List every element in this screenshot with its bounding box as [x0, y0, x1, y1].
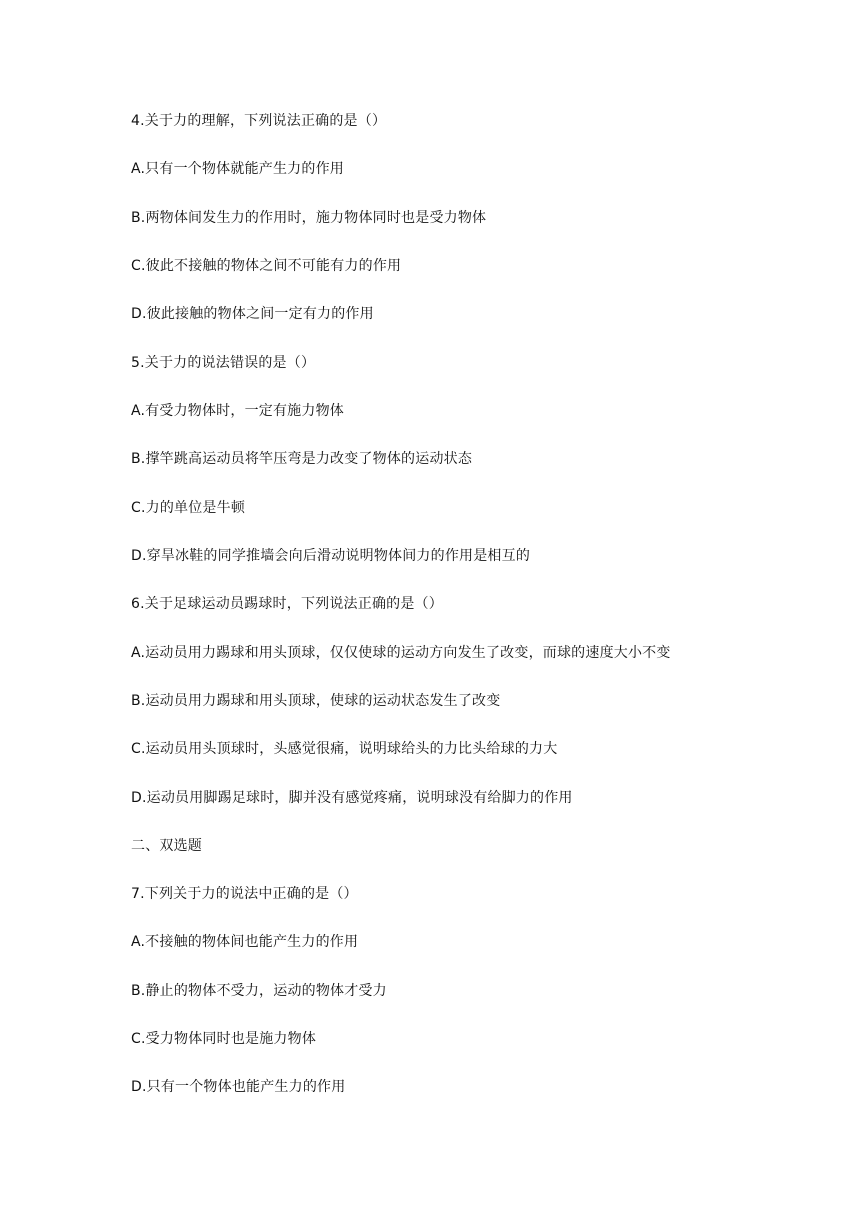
question-4-option-a: A.只有一个物体就能产生力的作用 [131, 161, 344, 177]
question-5-option-d: D.穿旱冰鞋的同学推墙会向后滑动说明物体间力的作用是相互的 [131, 548, 531, 564]
question-4-option-b: B.两物体间发生力的作用时，施力物体同时也是受力物体 [131, 210, 487, 226]
question-7-option-d: D.只有一个物体也能产生力的作用 [131, 1079, 346, 1095]
section-heading-double-choice: 二、双选题 [131, 838, 202, 854]
question-5-option-b: B.撑竿跳高运动员将竿压弯是力改变了物体的运动状态 [131, 451, 473, 467]
question-5-stem: 5.关于力的说法错误的是（） [131, 355, 316, 371]
question-4-option-d: D.彼此接触的物体之间一定有力的作用 [131, 306, 374, 322]
question-6-stem: 6.关于足球运动员踢球时，下列说法正确的是（） [131, 596, 443, 612]
question-6-option-a: A.运动员用力踢球和用头顶球，仅仅使球的运动方向发生了改变，而球的速度大小不变 [131, 645, 671, 661]
question-6-option-c: C.运动员用头顶球时，头感觉很痛，说明球给头的力比头给球的力大 [131, 741, 558, 757]
question-4-option-c: C.彼此不接触的物体之间不可能有力的作用 [131, 258, 402, 274]
question-7-option-c: C.受力物体同时也是施力物体 [131, 1031, 317, 1047]
question-7-option-b: B.静止的物体不受力，运动的物体才受力 [131, 983, 387, 999]
question-4-stem: 4.关于力的理解，下列说法正确的是（） [131, 113, 387, 129]
question-6-option-d: D.运动员用脚踢足球时，脚并没有感觉疼痛，说明球没有给脚力的作用 [131, 790, 573, 806]
question-5-option-a: A.有受力物体时，一定有施力物体 [131, 403, 344, 419]
question-5-option-c: C.力的单位是牛顿 [131, 500, 246, 516]
question-7-option-a: A.不接触的物体间也能产生力的作用 [131, 934, 359, 950]
question-7-stem: 7.下列关于力的说法中正确的是（） [131, 886, 358, 902]
question-6-option-b: B.运动员用力踢球和用头顶球，使球的运动状态发生了改变 [131, 693, 501, 709]
